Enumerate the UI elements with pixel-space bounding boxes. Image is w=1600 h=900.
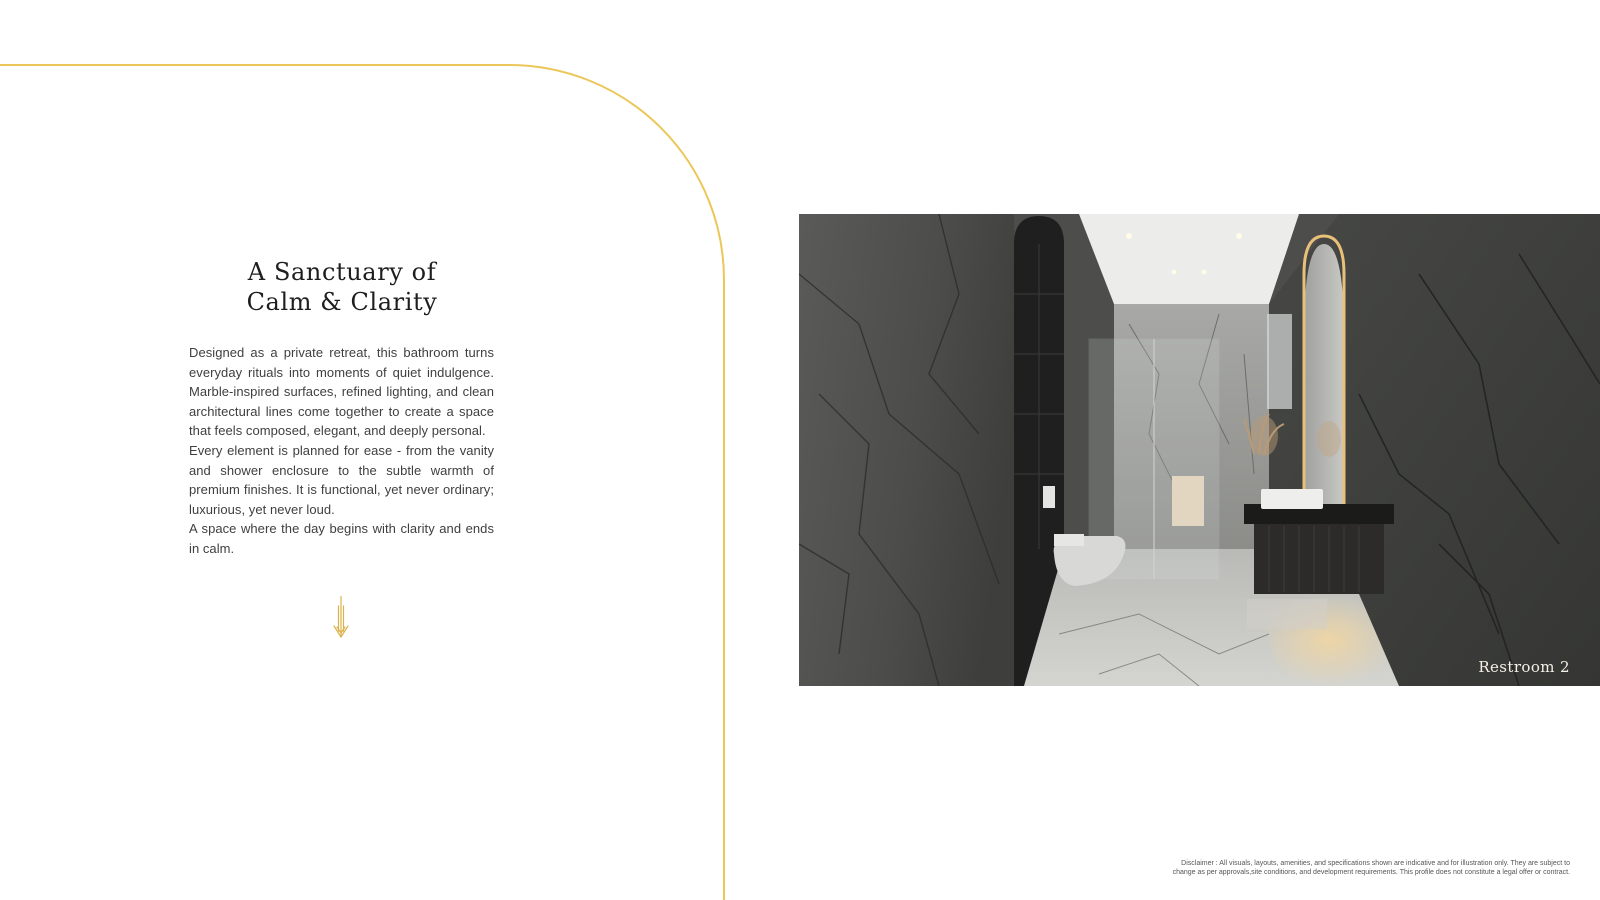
body-paragraph-3: A space where the day begins with clarity and ends in calm. bbox=[189, 521, 494, 556]
heading-line-1: A Sanctuary of bbox=[247, 258, 437, 286]
bathroom-photo bbox=[799, 214, 1600, 686]
disclaimer-line-1: Disclaimer : All visuals, layouts, amenities, and specifications shown are indicative and for illustration only. They are subject to bbox=[1181, 860, 1570, 867]
disclaimer bbox=[1050, 859, 1570, 877]
body-copy bbox=[189, 343, 494, 559]
body-paragraph-2: Every element is planned for ease - from the vanity and shower enclosure to the subtle warmth of premium finishes. It is functional, yet never ordinary; luxurious, yet never loud. bbox=[189, 442, 494, 517]
photo-caption: Restroom 2 bbox=[1478, 658, 1570, 676]
bathroom-render-image bbox=[799, 214, 1600, 686]
heading-line-2: Calm & Clarity bbox=[246, 288, 438, 316]
arrow-down-ornament-icon bbox=[331, 596, 351, 640]
disclaimer-line-2: change as per approvals,site conditions, and development requirements. This profile does not constitute a legal offer or contract. bbox=[1172, 869, 1570, 876]
section-heading bbox=[188, 257, 496, 317]
body-paragraph-1: Designed as a private retreat, this bathroom turns everyday rituals into moments of quiet indulgence. Marble-inspired surfaces, refined lighting, and clean architectural lines come together to create a space that feels composed, elegant, and deeply personal. bbox=[189, 345, 494, 439]
